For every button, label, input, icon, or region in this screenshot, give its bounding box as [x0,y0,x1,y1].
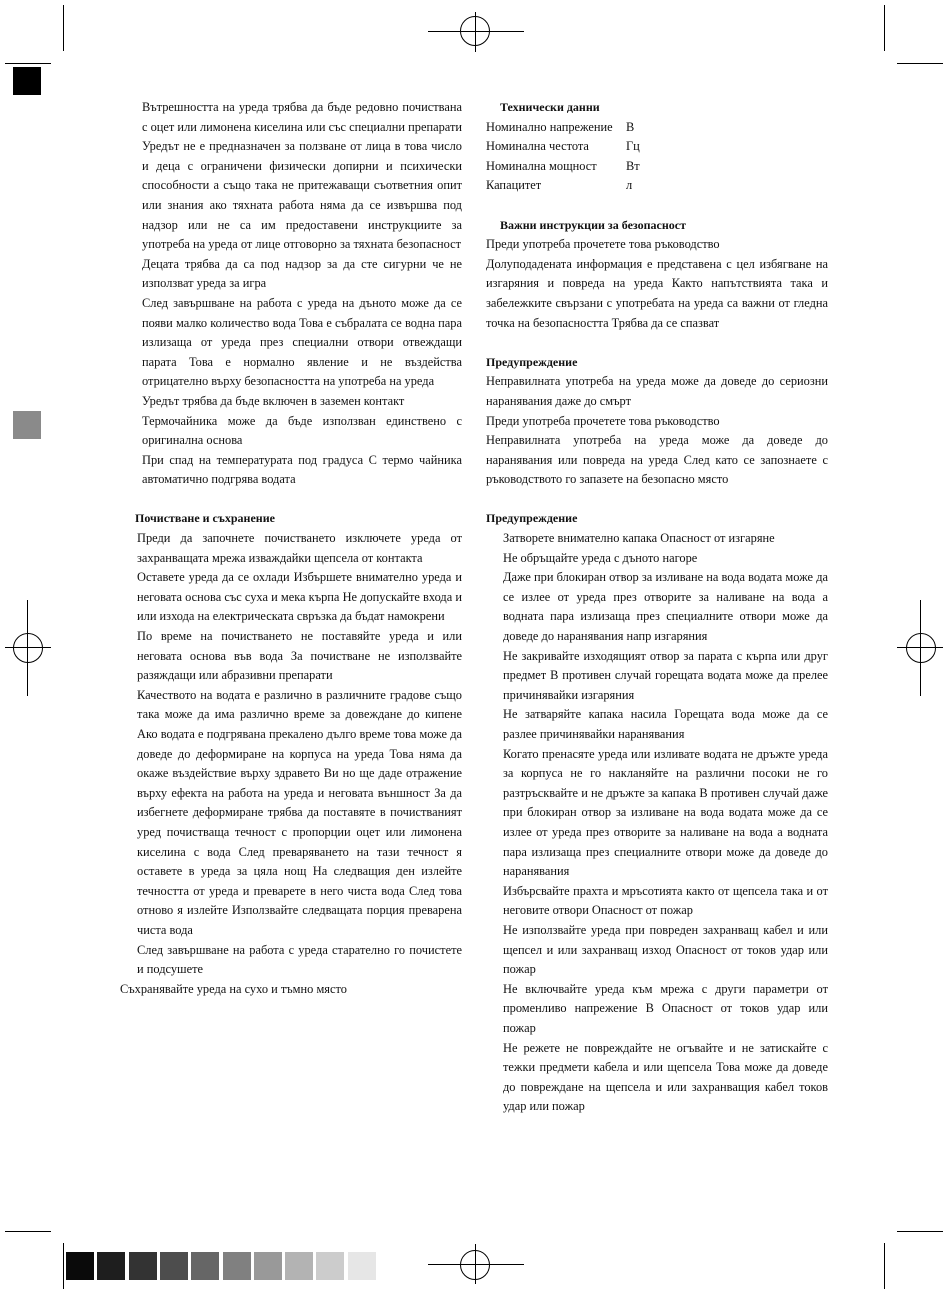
paragraph: Качеството на водата е различно в различните градове също така може да има различно време за довеждане до кипене Ако водата е подгрявана прекалено дълго време това може да доведе до деформиране на корпуса на уреда Това няма да окаже въздействие върху здравето Ви но ще даде отражение върху ефекта на работа на уреда и неговата външност За да избегнете деформиране трябва да поставяте в почистваният уред почистваща течност с пропорции оцет или лимонена киселина с вода След преваряването на тази течност я оставете в уреда за цяла нощ На следващия ден излейте течността от уреда и преварете в него чиста вода След това отново я излейте Използвайте следващата порция преварена чиста вода [137,687,462,937]
paragraph: Неправилната употреба на уреда може да доведе до сериозни наранявания даже до смърт [486,374,828,408]
warning-list [486,529,828,1117]
paragraph: Уредът трябва да бъде включен в заземен контакт [142,393,405,408]
spec-row [486,137,828,157]
gray-swatch [348,1252,376,1280]
gray-swatch [129,1252,157,1280]
gray-swatch [223,1252,251,1280]
spec-label: Номинално напрежение [486,119,613,134]
right-column [486,98,828,1117]
paragraph: Преди употреба прочетете това ръководство [486,237,720,252]
paragraph: Децата трябва да са под надзор за да сте сигурни че не използват уреда за игра [142,256,462,291]
gray-swatch [66,1252,94,1280]
paragraph: Уредът не е предназначен за ползване от лица в това число и деца с ограничени физически допирни и психически способности а също така не притежаващи съответния опит или знания ако тяхната работа няма да се извършва под надзор или не са им предоставени инструкциите за употреба на уреда от лице отговорно за тяхната безопасност [142,139,462,252]
paragraph: Преди да започнете почистването изключете уреда от захранващата мрежа изваждайки щепсела от контакта [137,531,462,565]
paragraph: При спад на температурата под градуса С термо чайника автоматично подгрява водата [142,452,462,487]
spec-unit: л [626,178,633,193]
gray-swatch [191,1252,219,1280]
spec-label: Капацитет [486,178,542,193]
safety-heading: Важни инструкции за безопасност [500,217,687,232]
crop-mark-bottom-right-v [884,1243,885,1289]
warning-item: Затворете внимателно капака Опасност от изгаряне [503,531,775,546]
cleaning-heading: Почистване и съхранение [135,511,275,526]
warning-heading: Предупреждение [486,511,578,526]
warning-item: Даже при блокиран отвор за изливане на вода водата може да се излее от уреда през отворите за наливане на вода а водната пара излизаща през специалните отвори може да доведе до наранявания напр изгаряния [503,570,828,644]
warning-item: Не режете не повреждайте не огъвайте и не затискайте с тежки предмети кабела и или щепсела Това може да доведе до повреждане на щепсела и или захранващия кабел токов удар или пожар [503,1040,828,1114]
spec-label: Номинална мощност [486,158,597,173]
warning-heading: Предупреждение [486,354,578,369]
paragraph: Долуподадената информация е представена с цел избягване на изгаряния и повреда на уреда Както напътствията така и забележките свързани с употребата на уреда са важни от гледна точка на безопасността Трябва да се спазват [486,256,828,330]
crop-mark-top-right-h [897,63,943,64]
gray-swatch [160,1252,188,1280]
left-column [120,98,462,999]
crop-mark-top-left-v [63,5,64,51]
spec-row [486,176,828,196]
paragraph: Неправилната употреба на уреда може да доведе до наранявания или повреда на уреда След като се запознаете с ръководството го запазете на безопасно място [486,433,828,487]
paragraph: Оставете уреда да се охлади Избършете внимателно уреда и неговата основа със суха и мека кърпа Не допускайте входа и или изхода на електрическата свръзка да бъдат намокрени [137,570,462,624]
crop-mark-bottom-left-h [5,1231,51,1232]
warning-item: Не използвайте уреда при повреден захранващ кабел и или щепсел и или захранващ изход Опасност от токов удар или пожар [503,922,828,977]
spec-row [486,118,828,138]
crop-mark-top-left-h [5,63,51,64]
warning-item: Избърсвайте прахта и мръсотията както от щепсела така и от неговите отвори Опасност от пожар [503,883,828,918]
gray-swatch [97,1252,125,1280]
warning-item: Не обръщайте уреда с дъното нагоре [503,550,698,565]
warning-item: Не затваряйте капака насила Горещата вода може да се разлее причинявайки наранявания [503,707,828,741]
crop-mark-top-right-v [884,5,885,51]
tech-heading: Технически данни [500,100,600,114]
gray-swatch [316,1252,344,1280]
gray-swatch [254,1252,282,1280]
crop-mark-bottom-left-v [63,1243,64,1289]
spec-unit: В [626,119,635,134]
paragraph: Съхранявайте уреда на сухо и тъмно място [120,981,347,996]
warning-item: Не включвайте уреда към мрежа с други параметри от променливо напрежение В Опасност от токов удар или пожар [503,981,828,1035]
crop-mark-bottom-right-h [897,1231,943,1232]
side-gray-square [13,411,41,439]
warning-item: Не закривайте изходящият отвор за парата с кърпа или друг предмет В противен случай горещата водата може да прелее причинявайки изгаряния [503,648,828,702]
spec-row [486,157,828,177]
paragraph: След завършване на работа с уреда старателно го почистете и подсушете [137,942,462,977]
paragraph: По време на почистването не поставяйте уреда и или неговата основа във вода За почистване не използвайте разяждащи или абразивни препарати [137,629,462,683]
spec-unit: Гц [626,139,640,154]
corner-black-square [13,67,41,95]
paragraph: Преди употреба прочетете това ръководство [486,413,720,428]
spec-unit: Вт [626,158,640,173]
spec-label: Номинална честота [486,139,589,154]
paragraph: Вътрешността на уреда трябва да бъде редовно почиствана с оцет или лимонена киселина или със специални препарати [142,100,462,134]
gray-swatch [285,1252,313,1280]
paragraph: Термочайника може да бъде използван единствено с оригинална основа [142,413,462,448]
spec-list [486,118,828,196]
paragraph: След завършване на работа с уреда на дъното може да се появи малко количество вода Това е събралата се водна пара излизаща от уреда през специални отвори отвеждащи парата Това е нормално явление и не въздейства отрицателно върху безопасността на употреба на уреда [142,295,462,389]
warning-item: Когато пренасяте уреда или изливате водата не дръжте уреда за корпуса не го накланяйте на различни посоки не го разтръсквайте и не дръжте за капака В противен случай даже при блокиран отвор за изливане на вода водата може да се излее от уреда през отворите за наливане на вода а водната пара излизаща през специалните отвори може да доведе до наранявания [503,746,828,879]
